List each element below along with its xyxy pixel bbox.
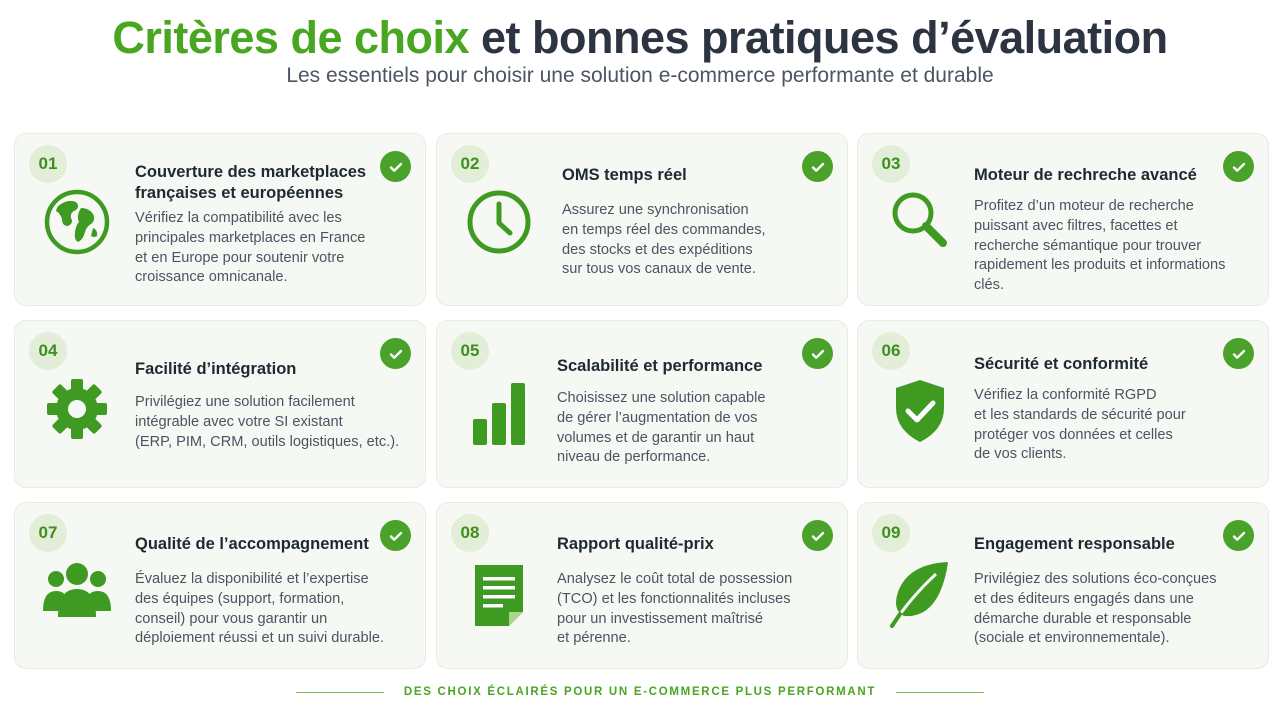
card-number: 09 [872, 514, 910, 552]
card-title: Moteur de rechreche avancé [974, 166, 1197, 184]
bar-chart-icon [463, 377, 535, 449]
card-responsible [857, 502, 1269, 669]
leaf-icon [884, 557, 956, 629]
card-description: Profitez d’un moteur de recherche puissant avec filtres, facettes et recherche sémantique pour trouver rapidement les produits et informations clés. [974, 198, 1226, 294]
clock-icon [463, 186, 535, 258]
card-number: 05 [451, 332, 489, 370]
card-description: Évaluez la disponibilité et l’expertise des équipes (support, formation, conseil) pour vous garantir un déploiement réussi et un suivi durable. [135, 571, 385, 647]
page-title [0, 12, 1280, 64]
title-accent: Critères de choix [112, 12, 470, 63]
card-number: 01 [29, 145, 67, 183]
footer-tagline: DES CHOIX ÉCLAIRÉS POUR UN E-COMMERCE PLUS PERFORMANT [403, 686, 877, 698]
card-title: Engagement responsable [974, 535, 1175, 553]
card-title: OMS temps réel [562, 166, 687, 184]
card-number: 04 [29, 332, 67, 370]
card-title: Qualité de l’accompagnement [135, 535, 369, 553]
search-icon [884, 184, 956, 256]
card-number: 07 [29, 514, 67, 552]
check-icon [380, 520, 411, 551]
card-value [436, 502, 848, 669]
card-title: Couverture des marketplaces françaises et européennes [135, 163, 367, 202]
page-subtitle: Les essentiels pour choisir une solution e-commerce performante et durable [286, 64, 994, 87]
check-icon [802, 338, 833, 369]
card-number: 08 [451, 514, 489, 552]
card-description: Analysez le coût total de possession (TCO) et les fonctionnalités incluses pour un investissement maîtrisé et pérenne. [557, 571, 793, 647]
card-number: 06 [872, 332, 910, 370]
card-oms [436, 133, 848, 306]
check-icon [802, 151, 833, 182]
card-title: Sécurité et conformité [974, 355, 1149, 373]
title-rest: et bonnes pratiques d’évaluation [469, 12, 1168, 63]
card-title: Scalabilité et performance [557, 357, 763, 375]
card-title: Rapport qualité-prix [557, 535, 714, 553]
card-title: Facilité d’intégration [135, 360, 297, 378]
card-description: Privilégiez une solution facilement intégrable avec votre SI existant (ERP, PIM, CRM, outils logistiques, etc.). [135, 394, 400, 450]
card-search [857, 133, 1269, 306]
card-number: 02 [451, 145, 489, 183]
card-description: Choisissez une solution capable de gérer l’augmentation de vos volumes et de garantir un haut niveau de performance. [557, 390, 766, 466]
card-marketplaces [14, 133, 426, 306]
check-icon [802, 520, 833, 551]
card-description: Vérifiez la conformité RGPD et les standards de sécurité pour protéger vos données et celles de vos clients. [974, 387, 1186, 463]
check-icon [1223, 151, 1254, 182]
card-integration [14, 320, 426, 488]
card-description: Assurez une synchronisation en temps réel des commandes, des stocks et des expéditions sur tous vos canaux de vente. [562, 202, 766, 278]
team-icon [41, 555, 113, 627]
card-description: Privilégiez des solutions éco-conçues et des éditeurs engagés dans une démarche durable et responsable (sociale et environnementale). [974, 571, 1217, 647]
shield-check-icon [884, 375, 956, 447]
card-description: Vérifiez la compatibilité avec les principales marketplaces en France et en Europe pour soutenir votre croissance omnicanale. [135, 210, 366, 286]
card-security [857, 320, 1269, 488]
card-number: 03 [872, 145, 910, 183]
check-icon [380, 151, 411, 182]
gear-icon [41, 373, 113, 445]
card-scalability [436, 320, 848, 488]
card-support [14, 502, 426, 669]
document-icon [463, 559, 535, 631]
check-icon [1223, 520, 1254, 551]
globe-icon [41, 186, 113, 258]
check-icon [380, 338, 411, 369]
check-icon [1223, 338, 1254, 369]
